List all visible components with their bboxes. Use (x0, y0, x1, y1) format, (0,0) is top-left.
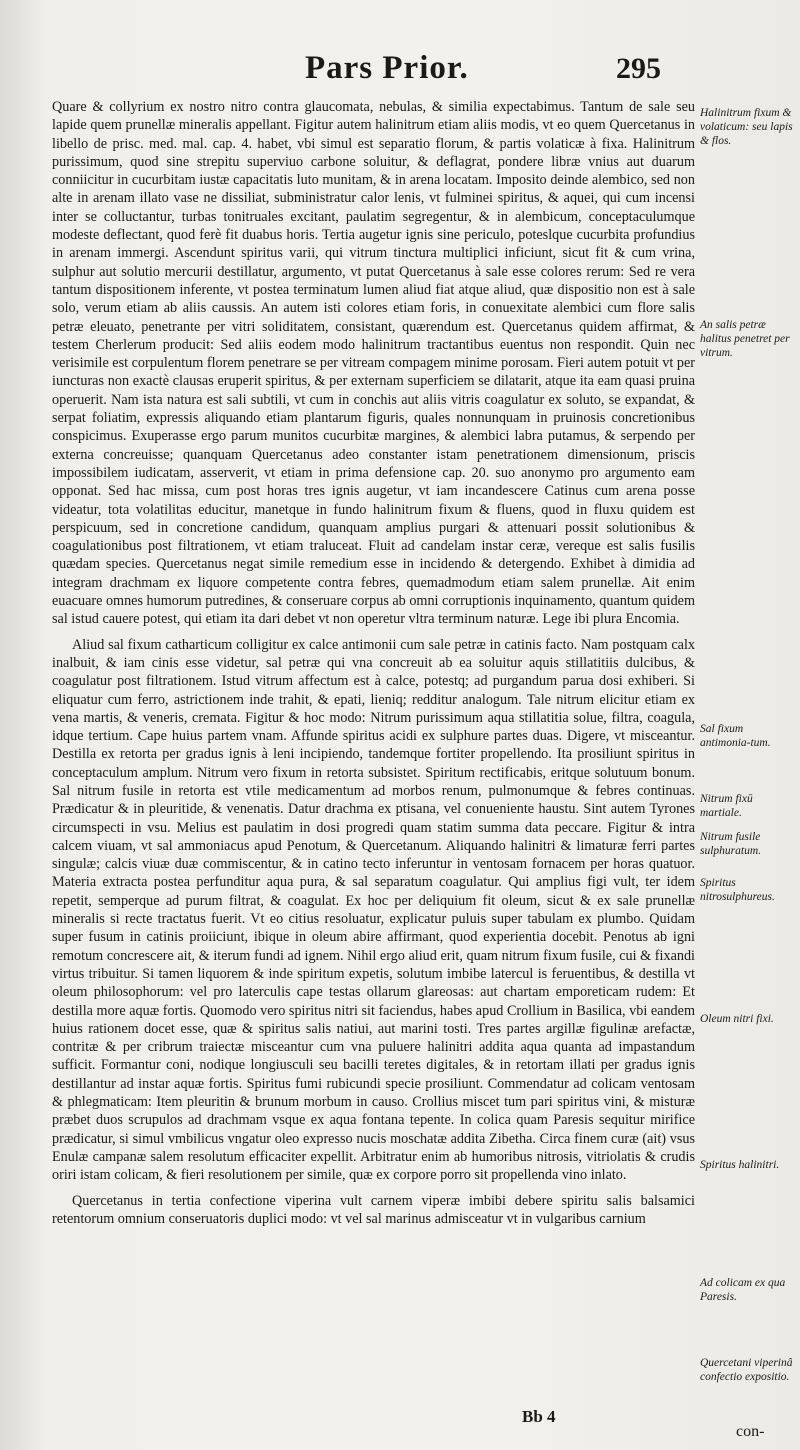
marginal-note-nitrum-fusile: Nitrum fusile sulphuratum. (700, 831, 762, 857)
page-footer (0, 1405, 800, 1445)
marginal-note-spiritus-nitrosulphureus: Spiritus nitrosulphureus. (700, 877, 775, 903)
running-head: Pars Prior. (305, 50, 469, 86)
marginal-note-halitus: An salis petræ halitus penetret per vitrum. (700, 319, 790, 359)
main-text-column (52, 98, 695, 1228)
signature-mark: Bb 4 (522, 1407, 556, 1426)
marginal-note-ad-colicam: Ad colicam ex qua Paresis. (700, 1277, 786, 1303)
page-number: 295 (616, 52, 661, 85)
marginal-note-halinitrum: Halinitrum fixum & volaticum: seu lapis & flos. (700, 107, 793, 147)
paragraph-sal-fixum: Aliud sal fixum catharticum colligitur ex calce antimonii cum sale petræ in catinis facto. Nam postquam calx inalbuit, & iam cinis esse videtur, sal petræ qui vna concreuit ab ea soluitur aquis stillatitiis dulcibus, & coagulatur post filtrationem. Istud vitrum affectum est à calce, potestq; ad purgandum parua dosi exhiberi. Si eliquatur cum ferro, astrictionem inde trahit, & epati, lieniq; redditur analogum. Tale nitrum elicitur etiam ex vena martis, & veneris, cremata. Figitur & hoc modo: Nitrum purissimum aqua stillatitia solue, filtra, coagula, idque tertium. Cape huius partem vnam. Affunde spiritus acidi ex sulphure partes duas. Digere, vt misceantur. Destilla ex retorta per gradus ignis à leni incipiendo, tandemque fortiter propellendo. Ita prosiliunt spiritus in conceptaculum amplum. Nitrum vero fixum in retorta subsistet. Spiritum rectificabis, eritque solutuum bonum. Sal nitrum fusile in retorta est vtile medicamentum ad morbos renum, pulmonumque & febres continuas. Prædicatur & in pleuritide, & venenatis. Datur drachma ex ptisana, vel conueniente haustu. Sint autem Tyrones circumspecti in vsu. Melius est paulatim in dosi progredi quam statim summa data peccare. Figitur & intra calcem viuam, vt sal ammoniacus apud Penotum, & Quercetanum. Aliquando halinitri & limaturæ ferri partes singulæ; calcis viuæ duæ commiscentur, & in catino tecto inferuntur in ventosam fornacem per horas quatuor. Materia extracta postea perfunditur aqua pura, & sal separatum coagulatur. Qui amplius figi vult, ter idem repetit, semperque ad purum filtrat, & coagulat. Ex hoc per deliquium fit oleum, sicut & ex sale prunellæ mineralis si recte tractatus fuerit. Vt eo citius resoluatur, explicatur puluis super tabulam ex plumbo. Quidam super fusum in catinis proiiciunt, ibique in oleum abire affirmant, quod experientia docebit. Penotus ab igni remotum concrescere ait, & iterum fundi ad ignem. Nihil ergo aliud erit, quam nitrum fixum fusile, cui & fixandi virtus tribuitur. Si tamen liquorem & inde spiritum expetis, solutum imbibe latercul is feruentibus, & destilla vt oleum philosophorum: vel pro laterculis cape testas ollarum glareosas: aut chartam emporeticam rudem: Et destilla more aquæ fortis. Quomodo vero spiritus nitri sit faciendus, habes apud Crollium in Basilica, vbi eandem huius rationem docet esse, quæ & spiritus salis natiui, aut marini tosti. Tres partes argillæ figulinæ arefactæ, contritæ & per cribrum traiectæ misceantur cum vna puluere halinitri addita aqua quanta ad impastandum sufficit. Formantur coni, nodique longiusculi seu bacilli teretes digitales, & in retortam illati per gradus ignis destillantur ad instar aquæ fortis. Spiritus fumi rubicundi specie prosiliunt. Commendatur ad colicam ventosam & phlegmaticam: Item pleuritin & brunum morbum in causo. Crollius miscet tum pari spiritus vini, & misturæ præbet duos scrupulos ad drachmam vsque ex aqua fontana tepente. In colica quam Paresis sequitur mirifice prædicatur, si simul vmbilicus vngatur oleo expresso nucis moschatæ addita Zibetha. Circa finem curæ (ait) vsus Enulæ campanæ salem resolutum efficaciter expellit. Arbitratur enim ab humoribus nitrosis, vitriolatis & crudis oriri istam colicam, & fieri resolutionem per simile, quæ ex corpore porro sit propellenda vino inlato. (52, 636, 695, 1184)
marginal-note-antimonia: Sal fixum antimonia-tum. (700, 723, 771, 749)
catchword: con- (736, 1423, 765, 1440)
paragraph-halinitrum: Quare & collyrium ex nostro nitro contra glaucomata, nebulas, & similia expectabimus. Tantum de sale seu lapide quem prunellæ mineralis appellant. Figitur autem halinitrum etiam aliis modis, vt eo quem Quercetanus in libello de prisc. med. mal. cap. 4. habet, vbi simul est separatio florum, & partis volaticæ à fixa. Halinitrum purissimum, quod sine strepitu superviuo carbone soluitur, & deflagrat, pondere libræ vnius aut duarum conniicitur in cucurbitam iustæ capacitatis luto munitam, & in arena locatam. Imposito deinde alembico, sed non alte in arenam illato vase ne dissiliat, subministratur calor lenis, vt fulminei spiritus, & aquei, qui cum incensi inter se colluctantur, turbas tonitruales excitant, paulatim segregentur, & in alembicum, conceptaculumque modeste deflectant, quod ferè fit duabus horis. Tertia augetur ignis sine periculo, poteslque cucurbita profundius in arenam immergi. Ascendunt spiritus varii, qui vitrum tinctura multiplici inficiunt, sicut fit & cum vrina, sulphur aut solutio mercurii destillatur, argumento, vt putat Quercetanus à sale esse colores rerum: Sed re vera tantum dispositionem inferente, vt postea terminatum lumen aliud fiat atque aliud, quæ dispositio non est à sale solo, verum etiam ab aliis caussis. An autem isti colores etiam foris, in conuexitate alembici cum flore salis petræ eleuato, penetrante per vitri soliditatem, consistant, quærendum est. Quercetanus quidem affirmat, & testem Cherlerum producit: Sed aliis eodem modo halinitrum tractantibus euentus non respondit. Quin nec verisimile est corpulentum florem penetrare se per vitream compagem minime porosam. Fieri autem potuit vt per iuncturas non exactè clausas eruperit spiritus, & per externam superficiem se dilatarit, atque ita eam quasi pruina operuerit. Nam ista natura est sali subtili, vt cum in conchis aut aliis vitris coagulatur ex soluto, se expandat, & serpat foliatim, expressis aliquando etiam plantarum figuris, quales nonnunquam in pruinosis concretionibus conspicimus. Exuperasse ergo parum munitos cucurbitæ margines, & alembici labra putamus, & serpendo per externa concreuisse; quanquam Quercetanus adeo constanter istam penetrationem dimensionum, priscis impossibilem iudicatam, asserverit, vt etiam in prima defensione cap. 20. suo anonymo pro argumento eam opponat. Sed hac missa, cum post horas tres ignis augetur, vt iam incandescere Catinus cum arena posse videatur, tota volatilitas educitur, manetque in fundo halinitrum fixum & fluens, quod in fluxu quidem est perspicuum, sed in concretione candidum, quanquam amplius purgari & attenuari possit solutionibus & coagulationibus post filtrationem, vt etiam traluceat. Fluit ad candelam instar ceræ, vereque est salis fusilis quædam species. Quercetanus negat simile remedium esse in incidendo & detergendo. Exhibet à dimidia ad integram drachmam ex liquore competente contra febres, quemadmodum etiam salem prunellæ. Ait enim euacuare omnes humorum putredines, & conseruare corpus ab omni corruptionis inquinamento, quantum quidem sal istud cauere potest, qui etiam ita dari debet vt non operetur vltra terminum naturæ. Lege ibi plura Encomia. (52, 99, 696, 628)
marginal-note-oleum-nitri: Oleum nitri fixi. (700, 1013, 774, 1025)
marginal-note-nitrum-martiale: Nitrum fixū martiale. (700, 793, 753, 819)
marginal-note-quercetani: Quercetani viperinâ confectio expositio. (700, 1357, 793, 1383)
page-header (0, 50, 800, 94)
marginal-note-spiritus-halinitri: Spiritus halinitri. (700, 1159, 780, 1171)
paragraph-quercetanus: Quercetanus in tertia confectione viperina vult carnem viperæ imbibi debere spiritu salis balsamici retentorum omnium conseruatoris duplici modo: vt vel sal marinus admisceatur vt in vulgaribus carnium (52, 1192, 695, 1227)
